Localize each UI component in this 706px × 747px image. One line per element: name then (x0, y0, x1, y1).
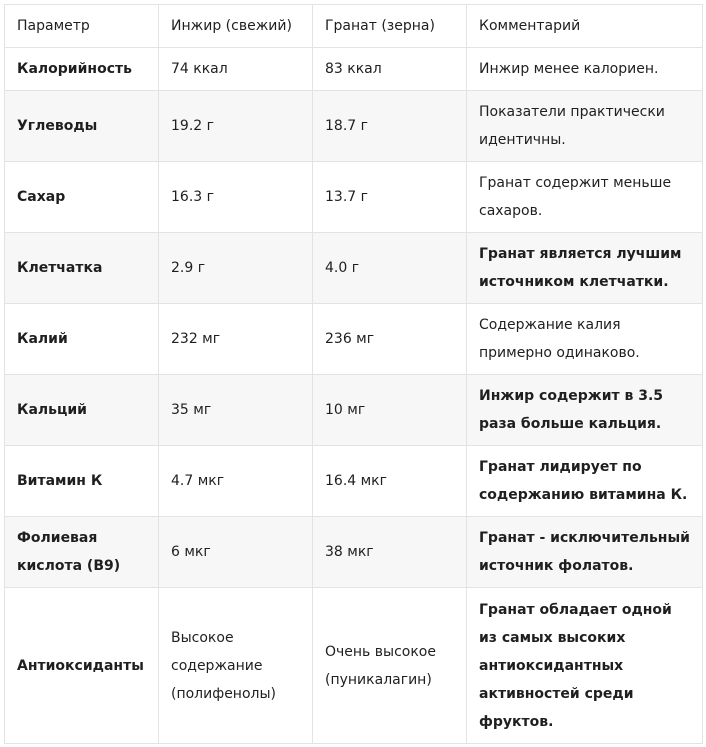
cell-parameter: Витамин К (5, 446, 159, 517)
cell-pomegranate: Очень высокое (пуникалагин) (313, 588, 467, 744)
cell-fig: 19.2 г (159, 91, 313, 162)
header-fig: Инжир (свежий) (159, 5, 313, 48)
table-header (5, 5, 703, 48)
cell-fig: 74 ккал (159, 48, 313, 91)
cell-fig: 6 мкг (159, 517, 313, 588)
comparison-table (4, 4, 703, 744)
cell-parameter: Антиоксиданты (5, 588, 159, 744)
cell-fig: 2.9 г (159, 233, 313, 304)
cell-fig: Высокое содержание (полифенолы) (159, 588, 313, 744)
cell-pomegranate: 4.0 г (313, 233, 467, 304)
cell-parameter: Кальций (5, 375, 159, 446)
cell-parameter: Калорийность (5, 48, 159, 91)
table-row (5, 588, 703, 744)
table-row (5, 517, 703, 588)
table-row (5, 91, 703, 162)
table-row (5, 48, 703, 91)
cell-pomegranate: 38 мкг (313, 517, 467, 588)
cell-comment: Показатели практически идентичны. (467, 91, 703, 162)
cell-fig: 16.3 г (159, 162, 313, 233)
cell-pomegranate: 236 мг (313, 304, 467, 375)
cell-fig: 232 мг (159, 304, 313, 375)
cell-pomegranate: 83 ккал (313, 48, 467, 91)
cell-pomegranate: 10 мг (313, 375, 467, 446)
table-row (5, 304, 703, 375)
cell-comment: Инжир содержит в 3.5 раза больше кальция. (467, 375, 703, 446)
cell-parameter: Клетчатка (5, 233, 159, 304)
cell-comment: Содержание калия примерно одинаково. (467, 304, 703, 375)
cell-comment: Инжир менее калориен. (467, 48, 703, 91)
cell-comment: Гранат является лучшим источником клетчатки. (467, 233, 703, 304)
cell-parameter: Углеводы (5, 91, 159, 162)
cell-parameter: Фолиевая кислота (B9) (5, 517, 159, 588)
table-row (5, 162, 703, 233)
cell-pomegranate: 13.7 г (313, 162, 467, 233)
cell-fig: 35 мг (159, 375, 313, 446)
table-row (5, 375, 703, 446)
cell-pomegranate: 18.7 г (313, 91, 467, 162)
header-comment: Комментарий (467, 5, 703, 48)
cell-pomegranate: 16.4 мкг (313, 446, 467, 517)
header-row (5, 5, 703, 48)
cell-fig: 4.7 мкг (159, 446, 313, 517)
table-body (5, 48, 703, 744)
table-row (5, 233, 703, 304)
cell-comment: Гранат лидирует по содержанию витамина К. (467, 446, 703, 517)
cell-parameter: Сахар (5, 162, 159, 233)
header-pomegranate: Гранат (зерна) (313, 5, 467, 48)
cell-comment: Гранат обладает одной из самых высоких антиоксидантных активностей среди фруктов. (467, 588, 703, 744)
cell-parameter: Калий (5, 304, 159, 375)
cell-comment: Гранат - исключительный источник фолатов. (467, 517, 703, 588)
cell-comment: Гранат содержит меньше сахаров. (467, 162, 703, 233)
header-parameter: Параметр (5, 5, 159, 48)
table-row (5, 446, 703, 517)
